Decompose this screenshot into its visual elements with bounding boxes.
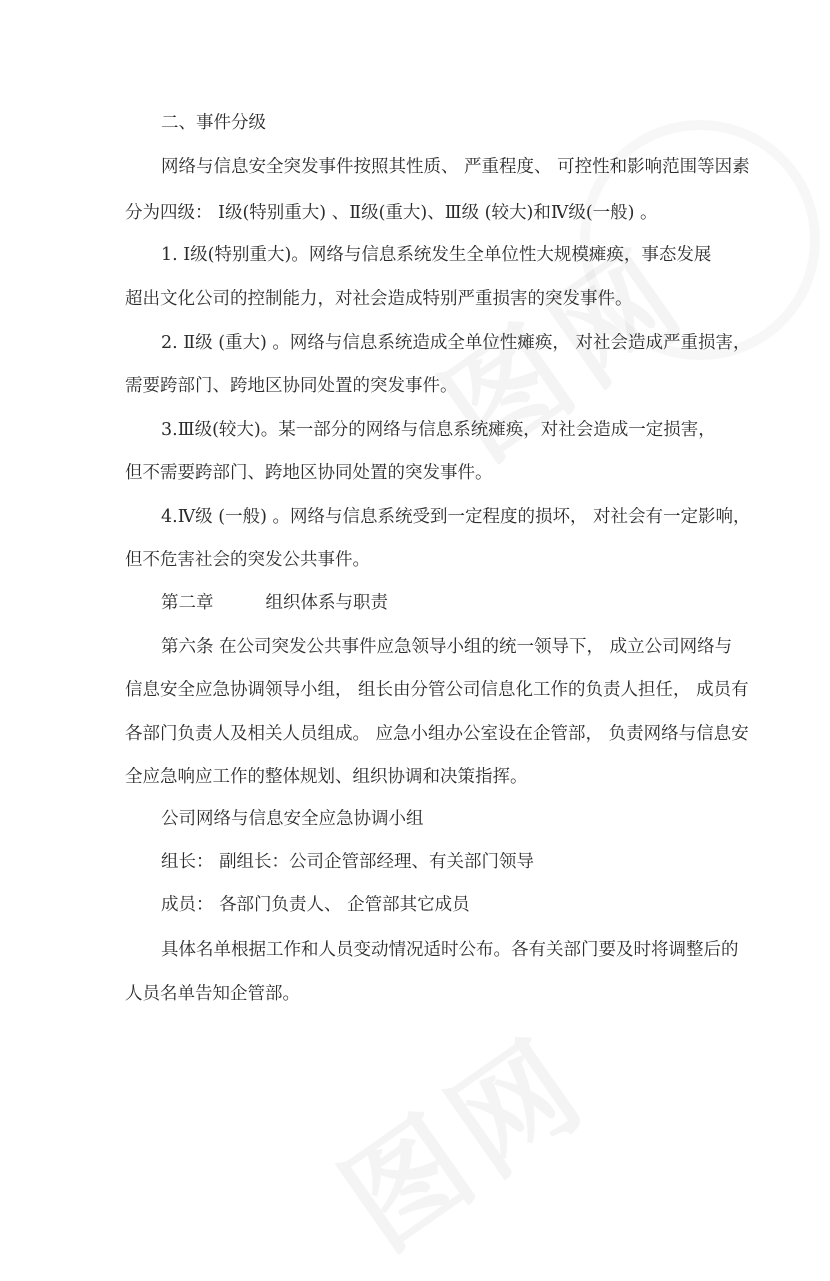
article6-line-4: 全应急响应工作的整体规划、组织协调和决策指挥。 — [125, 767, 528, 787]
closing-line-1: 具体名单根据工作和人员变动情况适时公布。各有关部门要及时将调整后的 — [161, 940, 739, 960]
level1-line-2: 超出文化公司的控制能力，对社会造成特别严重损害的突发事件。 — [125, 289, 633, 309]
group-name: 公司网络与信息安全应急协调小组 — [161, 809, 424, 829]
closing-line-2: 人员名单告知企管部。 — [125, 984, 300, 1004]
level2-line-2: 需要跨部门、跨地区协同处置的突发事件。 — [125, 376, 458, 396]
watermark — [304, 991, 616, 1281]
section-heading: 二、事件分级 — [161, 113, 266, 133]
members-line: 成员： 各部门负责人、 企管部其它成员 — [161, 895, 470, 915]
intro-line-1: 网络与信息安全突发事件按照其性质、 严重程度、 可控性和影响范围等因素 — [161, 157, 750, 177]
level2-line-1: 2. Ⅱ级 (重大) 。网络与信息系统造成全单位性瘫痪， 对社会造成严重损害， — [161, 333, 751, 353]
level4-line-1: 4.Ⅳ级 (一般) 。网络与信息系统受到一定程度的损坏， 对社会有一定影响， — [161, 507, 751, 527]
level4-line-2: 但不危害社会的突发公共事件。 — [125, 550, 370, 570]
chapter-heading — [161, 591, 388, 615]
article6-line-1: 第六条 在公司突发公共事件应急领导小组的统一领导下， 成立公司网络与 — [161, 637, 733, 657]
leader-line: 组长： 副组长：公司企管部经理、有关部门领导 — [161, 852, 535, 872]
level3-line-1: 3.Ⅲ级(较大)。某一部分的网络与信息系统瘫痪，对社会造成一定损害， — [161, 420, 716, 440]
chapter-title: 组织体系与职责 — [265, 593, 388, 613]
chapter-number: 第二章 — [161, 593, 214, 613]
article6-line-3: 各部门负责人及相关人员组成。 应急小组办公室设在企管部， 负责网络与信息安 — [125, 724, 749, 744]
intro-line-2: 分为四级： Ⅰ级(特别重大) 、Ⅱ级(重大)、Ⅲ级 (较大)和Ⅳ级(一般) 。 — [125, 203, 658, 223]
article6-line-2: 信息安全应急协调领导小组， 组长由分管公司信息化工作的负责人担任， 成员有 — [125, 680, 749, 700]
level3-line-2: 但不需要跨部门、跨地区协同处置的突发事件。 — [125, 463, 493, 483]
level1-line-1: 1. Ⅰ级(特别重大)。网络与信息系统发生全单位性大规模瘫痪，事态发展 — [161, 245, 712, 265]
